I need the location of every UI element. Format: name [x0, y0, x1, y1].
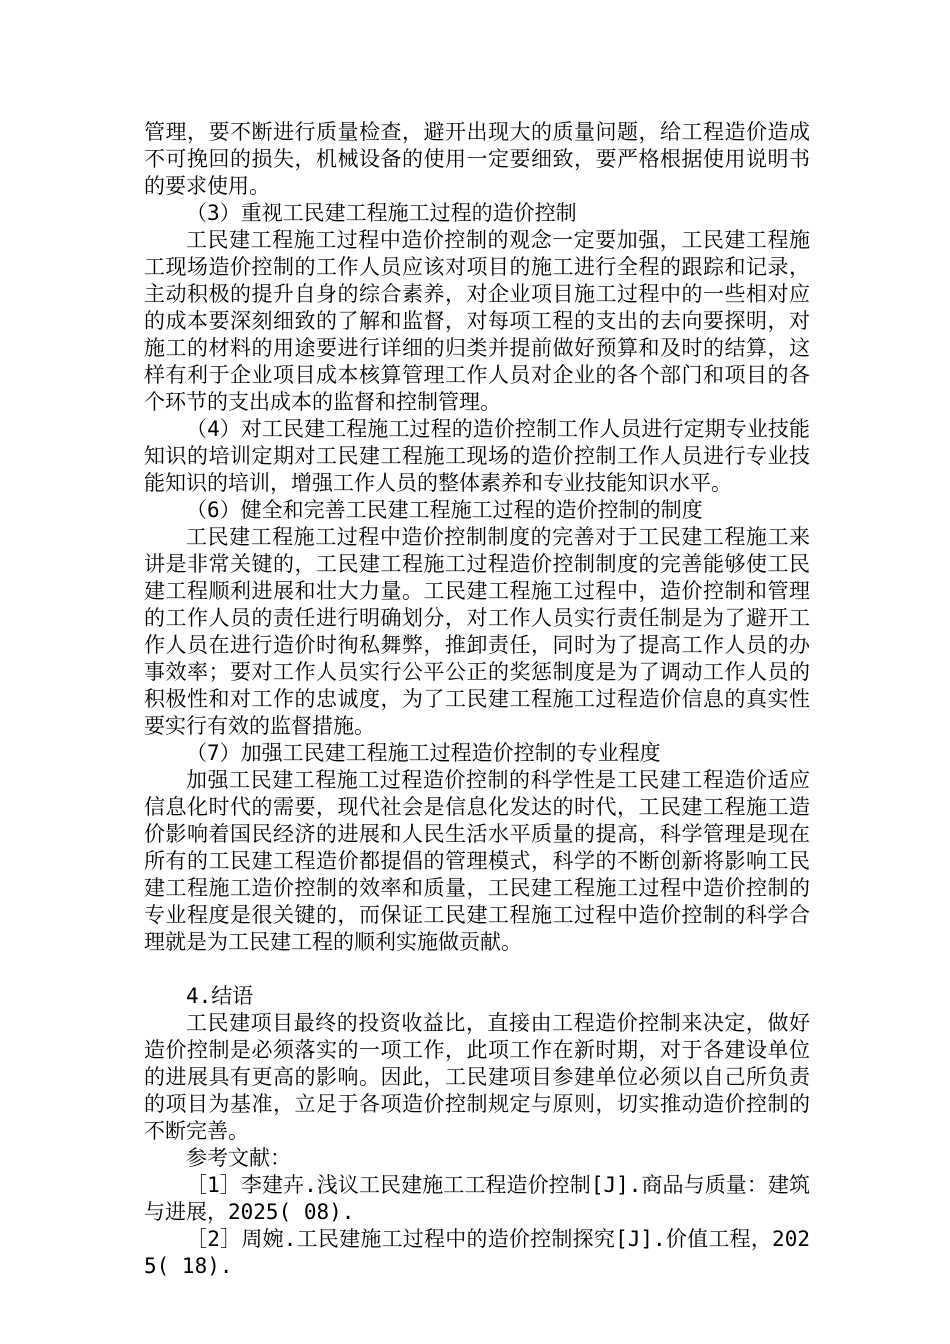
conclusion-title: 4.结语 — [186, 984, 254, 1008]
reference-item-2: ［2］周婉.工民建施工过程中的造价控制探究[J].价值工程，2025( 18). — [144, 1227, 810, 1278]
spacer — [144, 956, 810, 983]
paragraph-cost-control-concept: 工民建工程施工过程中造价控制的观念一定要加强，工民建工程施工现场造价控制的工作人员应该对项目的施工进行全程的跟踪和记录，主动积极的提升自身的综合素养，对企业项目施工过程中的一些相对应的成本要深刻细致的了解和监督，对每项工程的支出的去向要探明，对施工的材料的用途要进行详细的归类并提前做好预算和及时的结算，这样有利于企业项目成本核算管理工作人员对企业的各个部门和项目的各个环节的支出成本的监督和控制管理。 — [144, 228, 810, 414]
paragraph-quality-management: 管理，要不断进行质量检查，避开出现大的质量问题，给工程造价造成不可挽回的损失，机械设备的使用一定要细致，要严格根据使用说明书的要求使用。 — [144, 120, 810, 198]
heading-section-7: （7）加强工民建工程施工过程造价控制的专业程度 — [186, 741, 661, 765]
heading-section-6: （6）健全和完善工民建工程施工过程的造价控制的制度 — [186, 498, 703, 522]
paragraph-conclusion: 工民建项目最终的投资收益比，直接由工程造价控制来决定，做好造价控制是必须落实的一项工作，此项工作在新时期，对于各建设单位的进展具有更高的影响。因此，工民建项目参建单位必须以自己所负责的项目为基准，立足于各项造价控制规定与原则，切实推动造价控制的不断完善。 — [144, 1011, 810, 1143]
paragraph-professional-level: 加强工民建工程施工过程造价控制的科学性是工民建工程造价适应信息化时代的需要，现代社会是信息化发达的时代，工民建工程施工造价影响着国民经济的进展和人民生活水平质量的提高，科学管理是现在所有的工民建工程造价都提倡的管理模式，科学的不断创新将影响工民建工程施工造价控制的效率和质量，工民建工程施工过程中造价控制的专业程度是很关键的，而保证工民建工程施工过程中造价控制的科学合理就是为工民建工程的顺利实施做贡献。 — [144, 768, 810, 954]
document-page — [144, 119, 810, 1280]
reference-item-1: ［1］李建卉.浅议工民建施工工程造价控制[J].商品与质量：建筑与进展，2025( 08). — [144, 1173, 810, 1224]
paragraph-section-4-training: （4）对工民建工程施工过程的造价控制工作人员进行定期专业技能知识的培训定期对工民建工程施工现场的造价控制工作人员进行专业技能知识的培训，增强工作人员的整体素养和专业技能知识水平。 — [144, 417, 810, 495]
paragraph-control-system: 工民建工程施工过程中造价控制制度的完善对于工民建工程施工来讲是非常关键的，工民建工程施工过程造价控制制度的完善能够使工民建工程顺利进展和壮大力量。工民建工程施工过程中，造价控制和管理的工作人员的责任进行明确划分，对工作人员实行责任制是为了避开工作人员在进行造价时徇私舞弊，推卸责任，同时为了提高工作人员的办事效率；要对工作人员实行公平公正的奖惩制度是为了调动工作人员的积极性和对工作的忠诚度，为了工民建工程施工过程造价信息的真实性要实行有效的监督措施。 — [144, 525, 810, 738]
references-title: 参考文献： — [186, 1146, 291, 1170]
heading-section-3: （3）重视工民建工程施工过程的造价控制 — [186, 201, 577, 225]
